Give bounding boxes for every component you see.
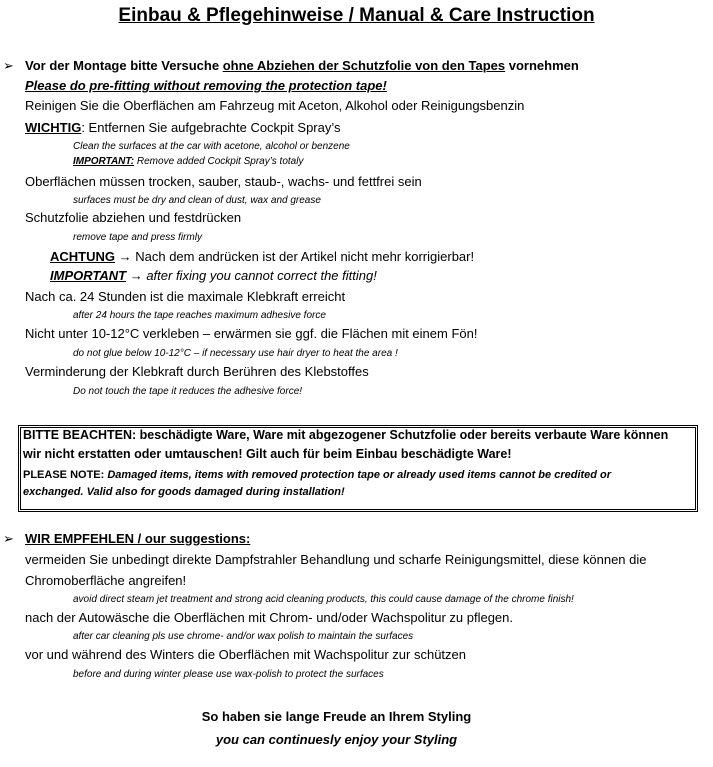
clean-instruction: Reinigen Sie die Oberflächen am Fahrzeug mit Aceton, Alkohol oder Reinigungsbenzin <box>25 98 525 113</box>
heading-post: vornehmen <box>505 58 579 73</box>
wichtig-label: WICHTIG <box>25 120 82 135</box>
dry-instruction: Oberflächen müssen trocken, sauber, staub-, wachs- und fettfrei sein <box>25 174 422 189</box>
temp-english: do not glue below 10-12°C – if necessary use hair dryer to heat the area ! <box>73 348 398 359</box>
notice-en-label: PLEASE NOTE: <box>23 469 105 481</box>
hours-instruction: Nach ca. 24 Stunden ist die maximale Klebkraft erreicht <box>25 289 346 304</box>
heading-underlined: ohne Abziehen der Schutzfolie von den Tapes <box>222 58 506 73</box>
notice-de-line2: wir nicht erstatten oder umtauschen! Gilt auch für beim Einbau beschädigte Ware! <box>23 447 512 461</box>
important2-label: IMPORTANT <box>50 268 127 283</box>
wash-english: after car cleaning pls use chrome- and/or wax polish to maintain the surfaces <box>73 631 414 642</box>
press-instruction: Schutzfolie abziehen und festdrücken <box>25 210 242 225</box>
important-text: Remove added Cockpit Spray’s totaly <box>134 156 304 167</box>
steam-english: avoid direct steam jet treatment and strong acid cleaning products, this could cause damage of the chrome finish! <box>73 594 574 605</box>
notice-en-text1: Damaged items, items with removed protection tape or already used items cannot be credited or <box>107 469 612 481</box>
closing-german: So haben sie lange Freude an Ihrem Styling <box>201 709 472 724</box>
notice-en-line1 <box>23 469 611 481</box>
steam-instruction-1: vermeiden Sie unbedingt direkte Dampfstrahler Behandlung und scharfe Reinigungsmittel, diese können die <box>25 552 647 567</box>
page-title: Einbau & Pflegehinweise / Manual & Care Instruction <box>118 5 595 26</box>
important-label: IMPORTANT: <box>73 156 135 167</box>
touch-instruction: Verminderung der Klebkraft durch Berühren des Klebstoffes <box>25 364 369 379</box>
notice-de-line1: BITTE BEACHTEN: beschädigte Ware, Ware mit abgezogener Schutzfolie oder bereits verbaute Ware können <box>23 428 669 442</box>
section1-heading <box>25 58 579 73</box>
heading-pre: Vor der Montage bitte Versuche <box>25 58 223 73</box>
arrow-right-icon: → <box>129 268 143 283</box>
bullet-icon: ➢ <box>3 531 14 546</box>
touch-english: Do not touch the tape it reduces the adhesive force! <box>73 386 303 397</box>
press-english: remove tape and press firmly <box>73 232 202 243</box>
clean-english: Clean the surfaces at the car with acetone, alcohol or benzene <box>73 141 350 152</box>
hours-english: after 24 hours the tape reaches maximum adhesive force <box>73 310 326 321</box>
winter-instruction: vor und während des Winters die Oberflächen mit Wachspolitur zur schützen <box>25 647 466 662</box>
winter-english: before and during winter please use wax-polish to protect the surfaces <box>73 669 384 680</box>
achtung-label: ACHTUNG <box>50 249 115 264</box>
bullet-icon: ➢ <box>3 58 14 73</box>
arrow-right-icon: → <box>118 249 132 264</box>
wash-instruction: nach der Autowäsche die Oberflächen mit Chrom- und/oder Wachspolitur zu pflegen. <box>25 610 514 625</box>
achtung-text: Nach dem andrücken ist der Artikel nicht mehr korrigierbar! <box>131 249 475 264</box>
wichtig-text: : Entfernen Sie aufgebrachte Cockpit Spray’s <box>81 120 341 135</box>
temp-instruction: Nicht unter 10-12°C verkleben – erwärmen sie ggf. die Flächen mit einem Fön! <box>25 326 478 341</box>
important2-line <box>50 268 377 283</box>
dry-english: surfaces must be dry and clean of dust, wax and grease <box>73 195 321 206</box>
important2-text: after fixing you cannot correct the fitting! <box>142 268 377 283</box>
wichtig-line <box>25 120 341 135</box>
important-line <box>73 156 303 167</box>
section2-heading: WIR EMPFEHLEN / our suggestions: <box>25 531 251 546</box>
steam-instruction-2: Chromoberfläche angreifen! <box>25 573 187 588</box>
heading-english: Please do pre-fitting without removing the protection tape! <box>25 78 387 93</box>
notice-en-line2: exchanged. Valid also for goods damaged during installation! <box>23 486 345 498</box>
achtung-line <box>50 249 474 264</box>
closing-english: you can continuesly enjoy your Styling <box>215 732 458 747</box>
